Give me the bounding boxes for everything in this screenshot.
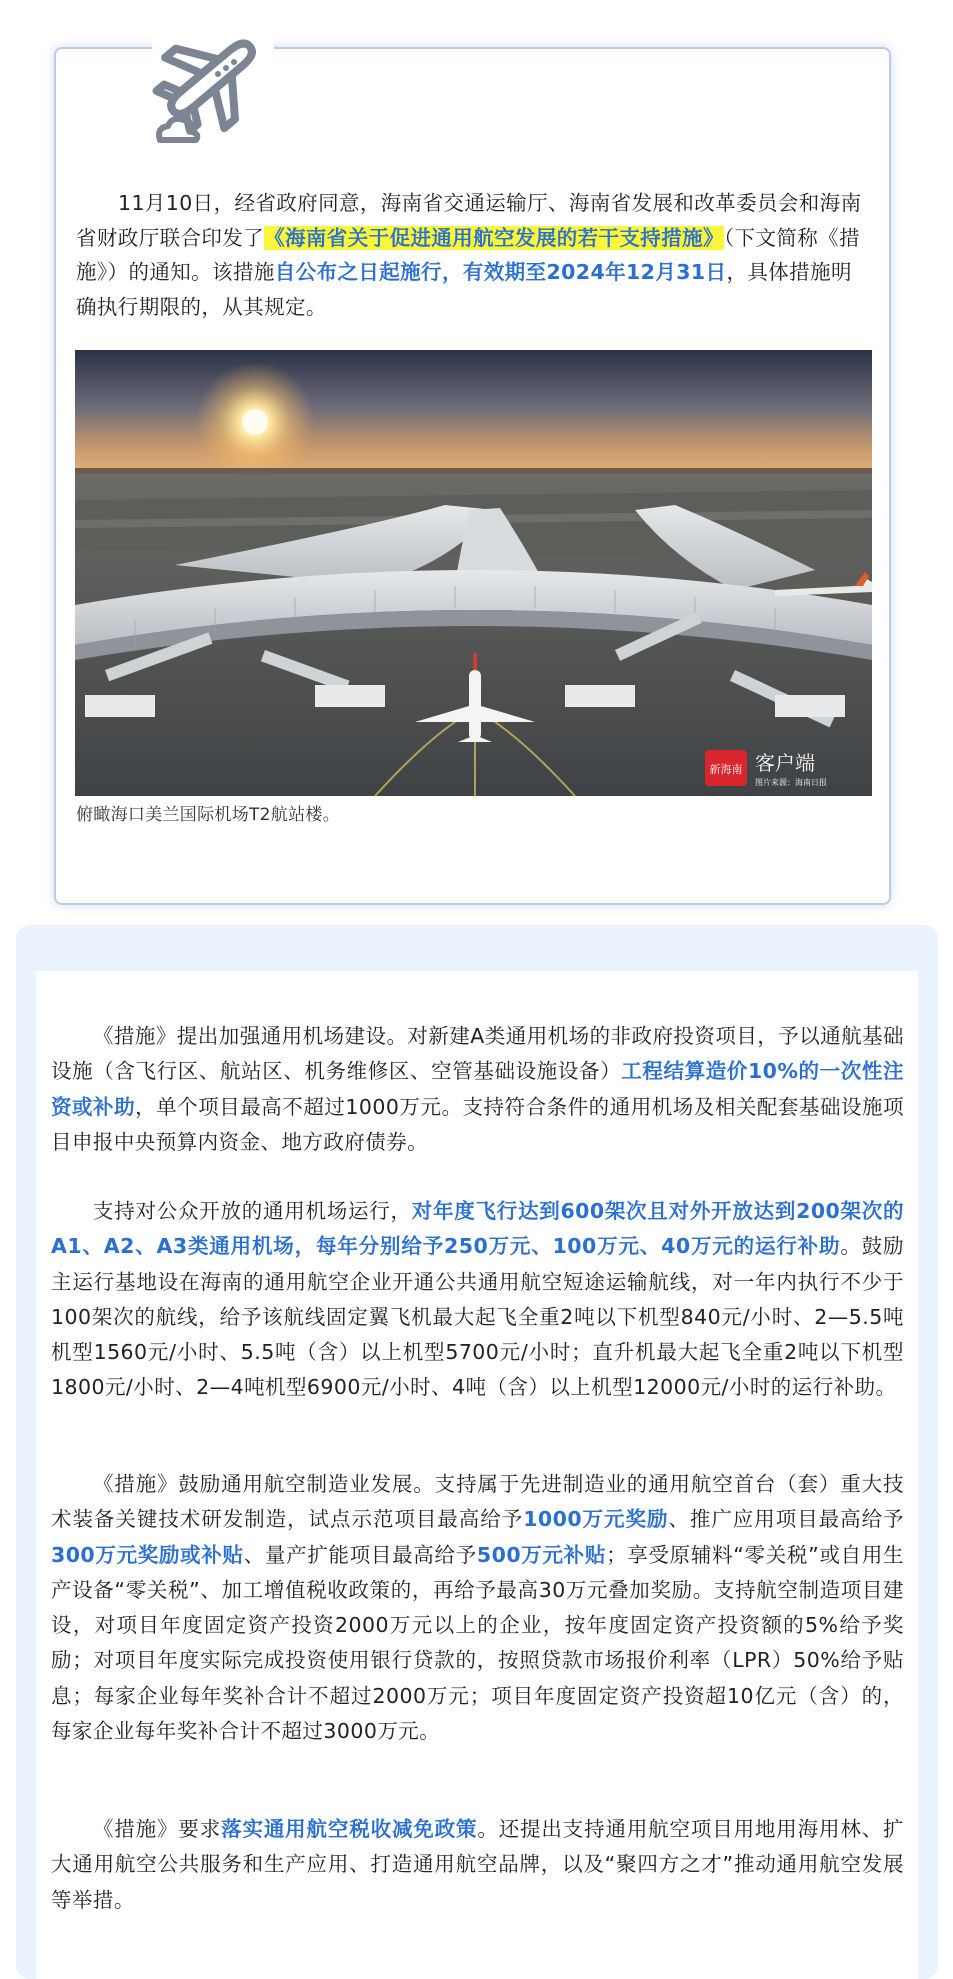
photo-caption: 俯瞰海口美兰国际机场T2航站楼。: [76, 805, 340, 825]
paragraph-tax-policy: 《措施》要求落实通用航空税收减免政策。还提出支持通用航空项目用地用海用林、扩大通用航空公共服务和生产应用、打造通用航空品牌，以及“聚四方之才”推动通用航空发展等举措。: [51, 1817, 905, 1912]
highlight-reward-1000: 1000万元奖励: [523, 1507, 669, 1532]
highlight-operation-subsidy: 对年度飞行达到600架次且对外开放达到200架次的A1、A2、A3类通用机场，每年分别给予250万元、100万元、40万元的运行补助: [51, 1199, 904, 1259]
intro-paragraph: 11月10日，经省政府同意，海南省交通运输厅、海南省发展和改革委员会和海南省财政厅联合印发了《海南省关于促进通用航空发展的若干支持措施》（下文简称《措施》）的通知。该措施自公布之日起施行，有效期至2024年12月31日，具体措施明确执行期限的，从其规定。: [76, 191, 862, 319]
effective-period-highlight: 自公布之日起施行，有效期至2024年12月31日: [274, 260, 727, 284]
highlight-subsidy-500: 500万元补贴: [476, 1542, 607, 1567]
paragraph-airport-construction: 《措施》提出加强通用机场建设。对新建A类通用机场的非政府投资项目，予以通航基础设施（含飞行区、航站区、机务维修区、空管基础设施设备）工程结算造价10%的一次性注资或补助，单个项目最高不超过1000万元。支持符合条件的通用机场及相关配套基础设施项目申报中央预算内资金、地方政府债券。: [51, 1024, 904, 1154]
airport-photo: [75, 350, 872, 796]
paragraph-manufacturing: 《措施》鼓励通用航空制造业发展。支持属于先进制造业的通用航空首台（套）重大技术装备关键技术研发制造，试点示范项目最高给予1000万元奖励、推广应用项目最高给予300万元奖励或补贴、量产扩能项目最高给予500万元补贴；享受原辅料“零关税”或自用生产设备“零关税”、加工增值税收政策的，再给予最高30万元叠加奖励。支持航空制造项目建设，对项目年度固定资产投资2000万元以上的企业，按年度固定资产投资额的5%给予奖励；对项目年度实际完成投资使用银行贷款的，按照贷款市场报价利率（LPR）50%给予贴息；每家企业每年奖补合计不超过2000万元；项目年度固定资产投资超10亿元（含）的，每家企业每年奖补合计不超过3000万元。: [51, 1472, 905, 1744]
policy-title-highlight: 《海南省关于促进通用航空发展的若干支持措施》: [264, 225, 724, 250]
watermark-client: 客户端: [755, 751, 815, 775]
watermark-logo: 新海南: [709, 763, 743, 776]
highlight-tax-relief: 落实通用航空税收减免政策: [221, 1817, 478, 1841]
watermark-source: 图片来源：海南日报: [755, 778, 827, 787]
paragraph-airport-operation: 支持对公众开放的通用机场运行，对年度飞行达到600架次且对外开放达到200架次的A1、A2、A3类通用机场，每年分别给予250万元、100万元、40万元的运行补助。鼓励主运行基地设在海南的通用航空企业开通公共通用航空短途运输航线，对一年内执行不少于100架次的航线，给予该航线固定翼飞机最大起飞全重2吨以下机型840元/小时、2—5.5吨机型1560元/小时、5.5吨（含）以上机型5700元/小时；直升机最大起飞全重2吨以下机型1800元/小时、2—4吨机型6900元/小时、4吨（含）以上机型12000元/小时的运行补助。: [51, 1199, 904, 1400]
highlight-reward-300: 300万元奖励或补贴: [51, 1542, 244, 1567]
highlight-construction-subsidy: 工程结算造价10%的一次性注资或补助: [51, 1059, 904, 1119]
airplane-cloud-icon: [152, 22, 274, 152]
